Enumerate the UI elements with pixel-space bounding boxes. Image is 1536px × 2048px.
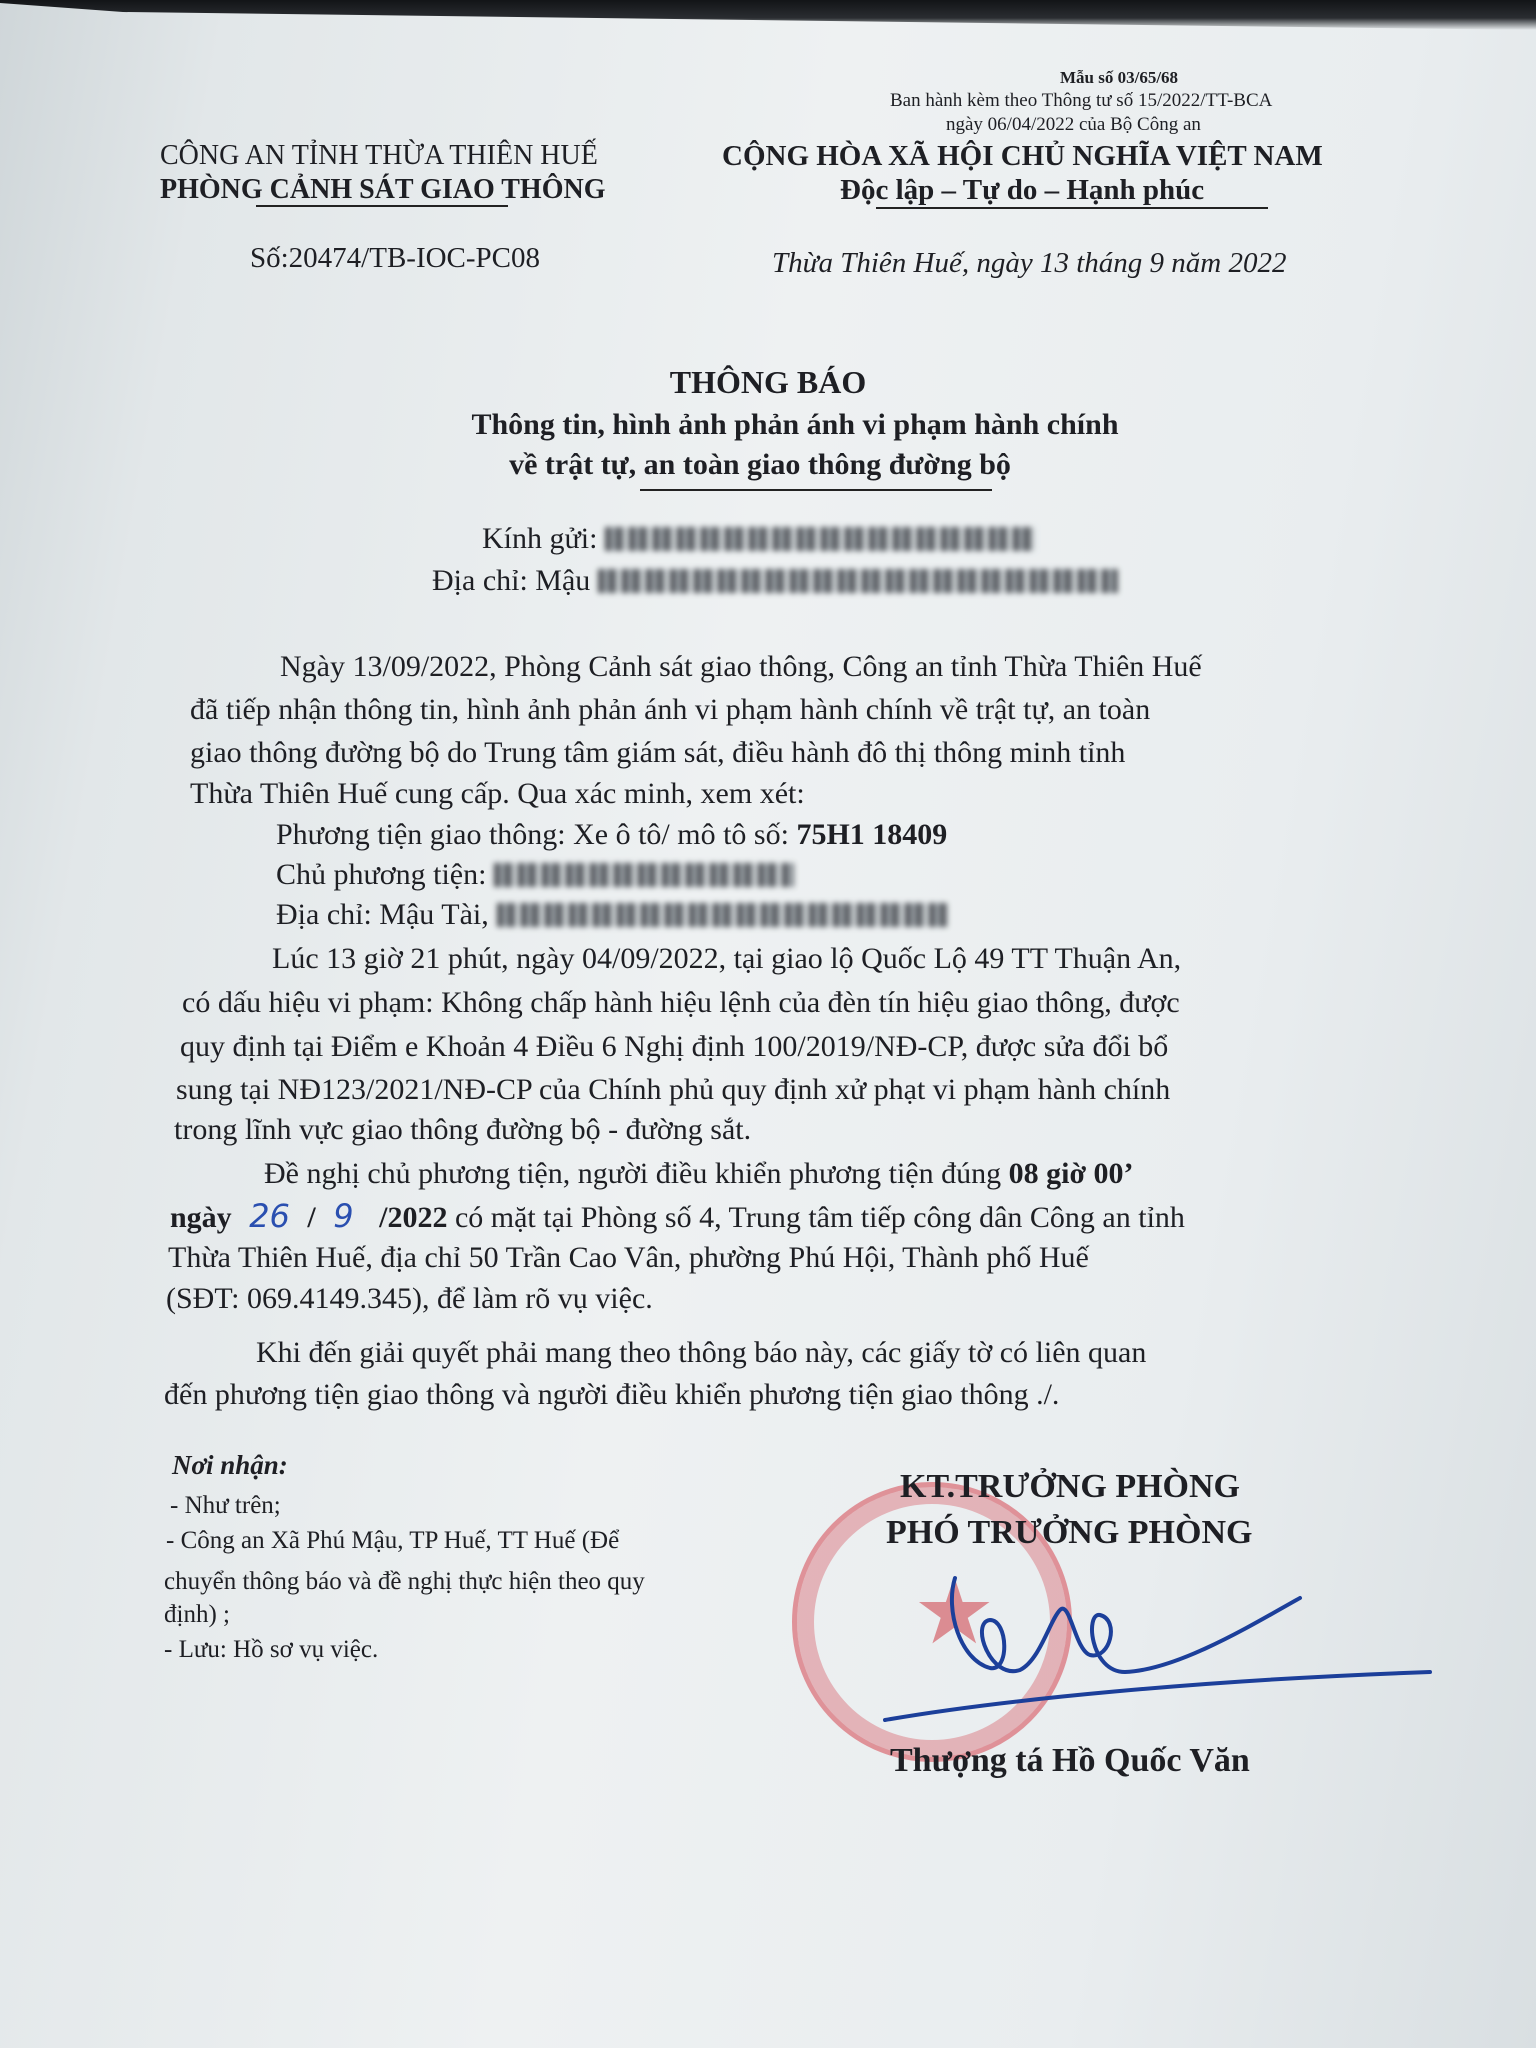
national-motto: Độc lập – Tự do – Hạnh phúc: [840, 174, 1205, 206]
p1-line: giao thông đường bộ do Trung tâm giám sát, điều hành đô thị thông minh tỉnh: [190, 736, 1126, 769]
p2-line: sung tại NĐ123/2021/NĐ-CP của Chính phủ quy định xử phạt vi phạm hành chính: [176, 1073, 1171, 1106]
p3-line3: Thừa Thiên Huế, địa chỉ 50 Trần Cao Vân, phường Phú Hội, Thành phố Huế: [168, 1241, 1089, 1274]
date-separator: /: [307, 1201, 316, 1234]
owner-label: Chủ phương tiện:: [276, 858, 487, 891]
p2-line: trong lĩnh vực giao thông đường bộ - đường sắt.: [174, 1113, 752, 1146]
nation-name: CỘNG HÒA XÃ HỘI CHỦ NGHĨA VIỆT NAM: [722, 140, 1323, 172]
p1-line: đã tiếp nhận thông tin, hình ảnh phản ánh vi phạm hành chính về trật tự, an toàn: [190, 693, 1151, 726]
signature-title-line1: KT.TRƯỞNG PHÒNG: [900, 1468, 1240, 1505]
handwritten-day: 26: [249, 1197, 290, 1235]
recipients-item: - Như trên;: [170, 1492, 281, 1519]
recipients-item: - Lưu: Hồ sơ vụ việc.: [164, 1636, 379, 1663]
owner-address-label: Địa chỉ: Mậu Tài,: [276, 898, 489, 931]
p2-line: có dấu hiệu vi phạm: Không chấp hành hiệu lệnh của đèn tín hiệu giao thông, được: [182, 986, 1180, 1019]
form-basis: Ban hành kèm theo Thông tư số 15/2022/TT-BCA: [890, 90, 1273, 111]
p1-line: Ngày 13/09/2022, Phòng Cảnh sát giao thông, Công an tỉnh Thừa Thiên Huế: [280, 650, 1202, 683]
form-number: Mẫu số 03/65/68: [1060, 68, 1179, 87]
recipients-item: định) ;: [164, 1601, 230, 1628]
document-title: THÔNG BÁO: [669, 364, 867, 400]
recipient-label: Kính gửi:: [482, 522, 598, 555]
p3-line4: (SĐT: 069.4149.345), để làm rõ vụ việc.: [166, 1282, 653, 1315]
p4-line2: đến phương tiện giao thông và người điều khiển phương tiện giao thông ./.: [164, 1378, 1060, 1411]
handwritten-month: 9: [333, 1197, 354, 1235]
appointment-year: /2022: [379, 1201, 448, 1234]
p4-line1: Khi đến giải quyết phải mang theo thông báo này, các giấy tờ có liên quan: [256, 1336, 1147, 1369]
recipients-item: chuyển thông báo và đề nghị thực hiện theo quy: [164, 1568, 645, 1595]
stamp-star-icon: ★: [913, 1561, 996, 1663]
document-subtitle-line1: Thông tin, hình ảnh phản ánh vi phạm hành chính: [471, 408, 1119, 441]
p1-line: Thừa Thiên Huế cung cấp. Qua xác minh, xem xét:: [190, 777, 805, 810]
vehicle-label: Phương tiện giao thông: Xe ô tô/ mô tô số:: [276, 818, 789, 851]
appointment-time: 08 giờ 00’: [1008, 1157, 1134, 1190]
document-subtitle-line2: về trật tự, an toàn giao thông đường bộ: [509, 448, 1011, 481]
p3-line1-text: Đề nghị chủ phương tiện, người điều khiển phương tiện đúng: [264, 1157, 1002, 1190]
place-date: Thừa Thiên Huế, ngày 13 tháng 9 năm 2022: [772, 247, 1287, 279]
document-number: Số:20474/TB-IOC-PC08: [250, 242, 541, 274]
recipients-item: - Công an Xã Phú Mậu, TP Huế, TT Huế (Để: [166, 1527, 620, 1554]
recipients-label: Nơi nhận:: [172, 1450, 288, 1480]
org-name: PHÒNG CẢNH SÁT GIAO THÔNG: [160, 174, 606, 205]
signer-name: Thượng tá Hồ Quốc Văn: [890, 1742, 1250, 1779]
form-basis-date: ngày 06/04/2022 của Bộ Công an: [946, 114, 1201, 135]
vehicle-plate: 75H1 18409: [796, 818, 948, 851]
signature-title-line2: PHÓ TRƯỞNG PHÒNG: [886, 1514, 1253, 1551]
org-parent: CÔNG AN TỈNH THỪA THIÊN HUẾ: [160, 140, 598, 171]
recipient-address-label: Địa chỉ: Mậu: [432, 564, 591, 597]
appointment-day-label: ngày: [170, 1201, 232, 1234]
p2-line: Lúc 13 giờ 21 phút, ngày 04/09/2022, tại giao lộ Quốc Lộ 49 TT Thuận An,: [272, 942, 1182, 975]
p2-line: quy định tại Điểm e Khoản 4 Điều 6 Nghị định 100/2019/NĐ-CP, được sửa đổi bổ: [180, 1030, 1169, 1063]
p3-line2-rest: có mặt tại Phòng số 4, Trung tâm tiếp công dân Công an tỉnh: [454, 1201, 1185, 1234]
